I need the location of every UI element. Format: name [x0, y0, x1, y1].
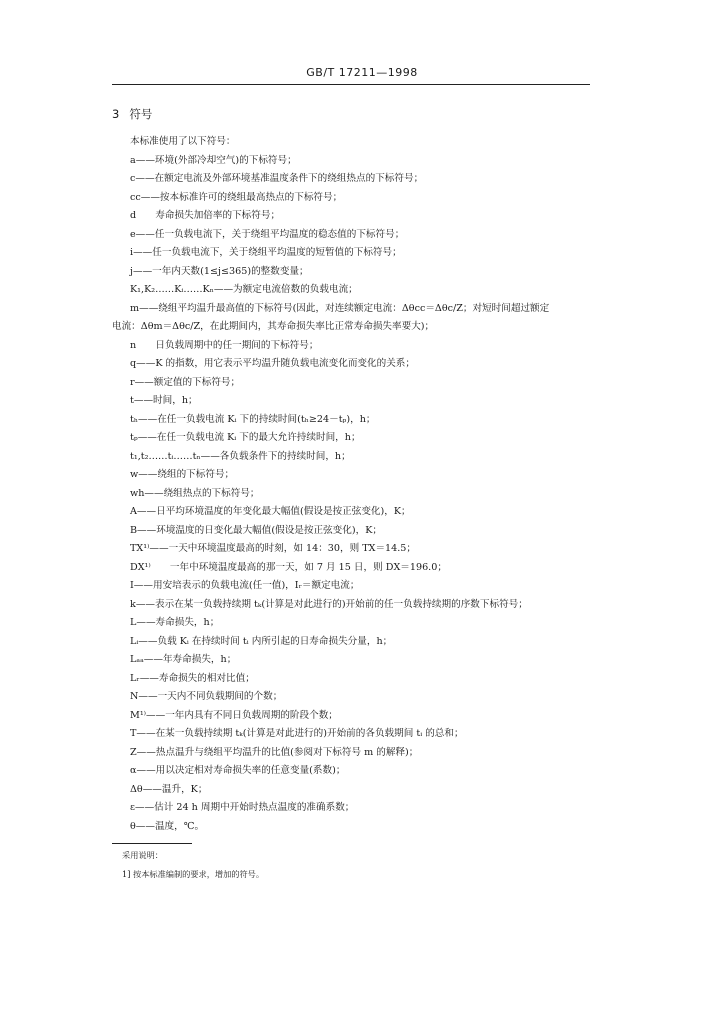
symbol-line: t——时间，h； [130, 395, 198, 406]
symbol-line: wh——绕组热点的下标符号； [130, 487, 260, 499]
symbol-line: c——在额定电流及外部环境基准温度条件下的绕组热点的下标符号； [130, 173, 424, 184]
symbol-line: Lᵢ——负载 Kᵢ 在持续时间 tᵢ 内所引起的日寿命损失分量，h； [130, 635, 393, 647]
symbol-line: T——在某一负载持续期 tₖ(计算是对此进行的)开始前的各负载期间 tᵢ 的总和； [130, 728, 464, 739]
symbol-line: r——额定值的下标符号； [130, 376, 241, 388]
footnote-heading: 采用说明： [122, 850, 163, 860]
symbol-line: N——一天内不同负载期间的个数； [130, 691, 283, 702]
symbol-line: α——用以决定相对寿命损失率的任意变量(系数)； [130, 765, 346, 776]
symbol-line: B——环境温度的日变化最大幅值(假设是按正弦变化)，K； [130, 524, 382, 536]
symbol-line: DX¹⁾ 一年中环境温度最高的那一天，如 7 月 15 日，则 DX＝196.0； [130, 561, 447, 573]
symbol-line: t₁,t₂……tᵢ……tₙ——各负载条件下的持续时间，h； [130, 450, 351, 462]
section-number: 3 [112, 107, 120, 121]
symbol-line: m——绕组平均温升最高值的下标符号(因此，对连续额定电流：Δθcc＝Δθc/Z；对短时间超过额定 [130, 302, 550, 314]
symbol-line: A——日平均环境温度的年变化最大幅值(假设是按正弦变化)，K； [130, 506, 411, 517]
symbol-line: Lᵣ——寿命损失的相对比值； [130, 672, 255, 684]
symbol-line: L——寿命损失，h； [130, 617, 220, 628]
symbol-list [112, 133, 594, 836]
symbol-line: Z——热点温升与绕组平均温升的比值(参阅对下标符号 m 的解释)； [130, 746, 419, 758]
symbol-line: tₚ——在任一负载电流 Kᵢ 下的最大允许持续时间，h； [130, 432, 361, 443]
symbol-line: tₕ——在任一负载电流 Kᵢ 下的持续时间(tₕ≥24－tₚ)，h； [130, 413, 376, 425]
symbol-line: Lₐₐ——年寿命损失，h； [130, 654, 237, 665]
footnote-rule [112, 843, 192, 844]
intro-paragraph: 本标准使用了以下符号： [130, 136, 236, 147]
symbol-line: Δθ——温升，K； [130, 783, 208, 795]
symbol-line: cc——按本标准许可的绕组最高热点的下标符号； [130, 191, 343, 203]
footnote-text: 1] 按本标准编制的要求，增加的符号。 [122, 869, 265, 879]
symbol-line: j——一年内天数(1≤j≤365)的整数变量； [130, 265, 309, 277]
symbol-line: i——任一负载电流下，关于绕组平均温度的短暂值的下标符号； [130, 247, 402, 258]
symbol-line: M¹⁾——一年内具有不同日负载周期的阶段个数； [130, 709, 338, 721]
header-rule [112, 84, 590, 85]
section-title: 符号 [129, 107, 153, 121]
symbol-line: w——绕组的下标符号； [130, 469, 235, 480]
symbol-line: a——环境(外部冷却空气)的下标符号； [130, 154, 297, 166]
symbol-line: θ——温度，℃。 [130, 820, 205, 832]
page-header: GB/T 17211—1998 [306, 66, 418, 79]
symbol-line: I——用安培表示的负载电流(任一值)，Iᵣ＝额定电流； [130, 580, 360, 591]
section-heading [112, 106, 152, 122]
symbol-line: ε——估计 24 h 周期中开始时热点温度的准确系数； [130, 802, 355, 813]
symbol-line: q——K 的指数，用它表示平均温升随负载电流变化而变化的关系； [130, 358, 415, 369]
symbol-line: k——表示在某一负载持续期 tₖ(计算是对此进行的)开始前的任一负载持续期的序数下标符号； [130, 598, 528, 610]
symbol-line: d 寿命损失加倍率的下标符号； [130, 210, 281, 221]
symbol-line: e——任一负载电流下，关于绕组平均温度的稳态值的下标符号； [130, 228, 405, 240]
symbol-line: TX¹⁾——一天中环境温度最高的时刻，如 14：30，则 TX＝14.5； [130, 543, 417, 554]
symbol-line: K₁,K₂……Kᵢ……Kₙ——为额定电流倍数的负载电流； [130, 284, 358, 295]
symbol-line: n 日负载周期中的任一期间的下标符号； [130, 339, 319, 351]
symbol-line-continuation: 电流：Δθm＝Δθc/Z，在此期间内，其寿命损失率比正常寿命损失率要大)； [112, 321, 435, 332]
